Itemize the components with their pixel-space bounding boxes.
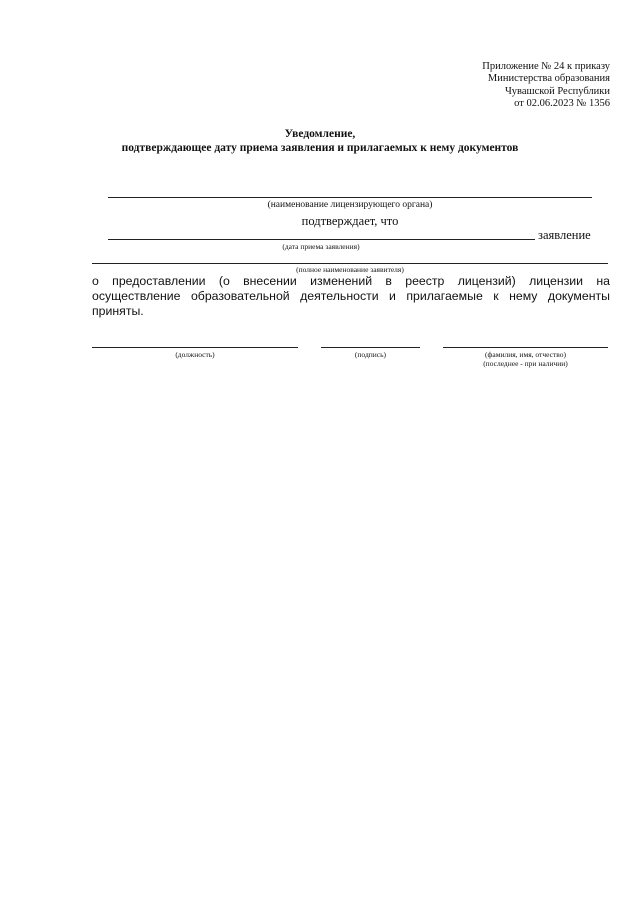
appendix-block [482,61,610,110]
signature-line[interactable] [321,347,420,348]
appendix-line-4: от 02.06.2023 № 1356 [514,97,610,109]
authority-line[interactable] [108,197,592,198]
full-name-caption-line-2: (последнее - при наличии) [483,359,568,368]
full-name-line[interactable] [443,347,608,348]
full-name-caption-line-1: (фамилия, имя, отчество) [485,350,566,359]
title-line-1: Уведомление, [284,128,356,140]
appendix-line-3: Чувашской Республики [504,85,610,97]
applicant-line[interactable] [92,263,608,264]
position-caption: (должность) [175,350,215,359]
date-line[interactable] [108,239,535,240]
applicant-caption: (полное наименование заявителя) [296,265,404,274]
date-caption: (дата приема заявления) [282,242,360,251]
confirms-text: подтверждает, что [301,214,399,228]
body-text: о предоставлении (о внесении изменений в реестр лицензий) лицензии на осуществление образовательной деятельности и прилагаемые к нему документы приняты. [92,274,610,318]
document-title [0,127,640,155]
title-line-2: подтверждающее дату приема заявления и прилагаемых к нему документов [121,142,519,154]
appendix-line-1: Приложение № 24 к приказу [482,61,610,72]
signature-caption: (подпись) [354,350,387,359]
statement-word: заявление [538,228,591,242]
full-name-caption [443,350,608,368]
position-line[interactable] [92,347,298,348]
authority-caption: (наименование лицензирующего органа) [267,200,433,210]
appendix-line-2: Министерства образования [487,73,610,85]
